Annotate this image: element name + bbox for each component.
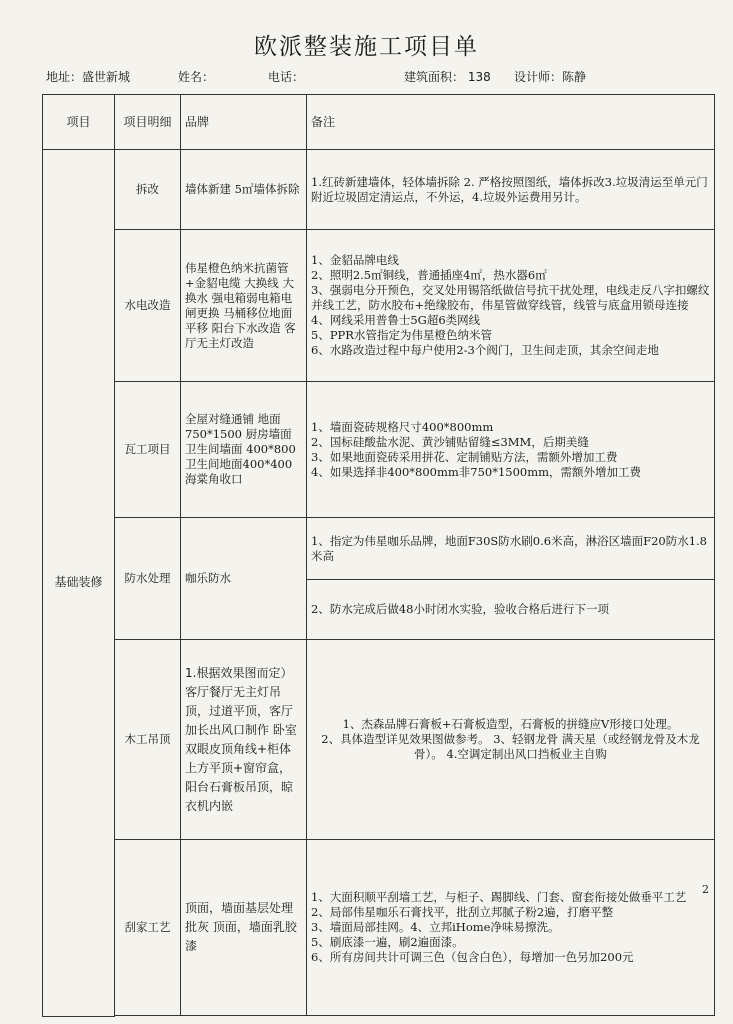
note-line: 6、所有房间共计可调三色（包含白色），每增加一色另加200元 [311,950,634,964]
brand-cell: 咖乐防水 [181,518,307,640]
note-line: 3、强弱电分开预色，交叉处用锡箔纸做信号抗干扰处理，电线走反八字扣螺纹并线工艺，防水胶布+绝缘胶布，伟星管做穿线管，线管与底盒用锁母连接 [311,283,710,312]
note-line: 5、PPR水管指定为伟星橙色纳米管 [311,328,492,342]
table-row [43,382,715,518]
detail-cell: 刮家工艺 [115,840,181,1016]
header-brand: 品牌 [181,95,307,150]
brand-cell: 全屋对缝通铺 地面750*1500 厨房墙面卫生间墙面 400*800卫生间地面400*400海棠角收口 [181,382,307,518]
detail-cell: 木工吊顶 [115,640,181,840]
table-row [43,150,715,230]
table-row [43,230,715,382]
notes-cell [307,640,715,840]
note-line: 1、指定为伟星咖乐品牌，地面F30S防水刷0.6米高，淋浴区墙面F20防水1.8米高 [311,533,707,563]
note-line: 1、大面积顺平刮墙工艺，与柜子、踢脚线、门套、窗套衔接处做垂平工艺 [311,890,687,904]
note-line: 1.红砖新建墙体，轻体墙拆除 2. 严格按照图纸，墙体拆改3.垃圾清运至单元门附近垃圾固定清运点，不外运，4.垃圾外运费用另计。 [311,174,708,204]
note-line: 5、刷底漆一遍，刷2遍面漆。 [311,935,464,949]
note-line: 4、如果选择非400*800mm非750*1500mm，需额外增加工费 [311,464,642,479]
table-header-row [43,95,715,150]
name-field: 姓名： [178,70,215,84]
brand-cell: 伟星橙色纳米抗菌管+金貂电缆 大换线 大换水 强电箱弱电箱电闸更换 马桶移位地面平移 阳台下水改造 客厅无主灯改造 [181,230,307,382]
detail-cell: 防水处理 [115,518,181,640]
phone-field: 电话： [268,70,305,84]
table-row [43,840,715,1016]
notes-cell [307,518,715,580]
table-row [43,518,715,580]
note-line: 1、金貂品牌电线 [311,253,399,267]
note-line: 2、国标硅酸盐水泥、黄沙铺贴留缝≤3MM，后期美缝 [311,434,589,449]
note-line: 2、防水完成后做48小时闭水实验，验收合格后进行下一项 [311,602,609,616]
notes-cell [307,840,715,1016]
project-table [42,94,715,1017]
header-project: 项目 [43,95,115,150]
document-title: 欧派整装施工项目单 [254,34,479,60]
detail-cell: 瓦工项目 [115,382,181,518]
note-line: 1、墙面瓷砖规格尺寸400*800mm [311,419,494,434]
brand-cell: 墙体新建 5㎡墙体拆除 [181,150,307,230]
notes-cell [307,382,715,518]
area-field: 建筑面积： 138 [404,70,491,84]
spacer-row [43,1016,715,1017]
note-line: 3、墙面局部挂网。4、立邦iHome净味易擦洗。 [311,920,560,934]
notes-cell [307,150,715,230]
note-line: 3、如果地面瓷砖采用拼花、定制铺贴方法，需额外增加工费 [311,449,618,464]
designer-field: 设计师：陈静 [514,70,587,84]
category-cell: 基础装修 [43,150,115,1017]
note-line: 2、具体造型详见效果图做参考。 3、轻钢龙骨 满天星（或经钢龙骨及木龙骨）。 4.空调定制出风口挡板业主自购 [321,732,700,761]
note-line: 2、照明2.5㎡铜线，普通插座4㎡，热水器6㎡ [311,268,547,282]
note-line: 2、局部伟星咖乐石膏找平，批刮立邦腻子粉2遍，打磨平整 [311,905,614,919]
brand-cell: 顶面，墙面基层处理批灰 顶面，墙面乳胶漆 [181,840,307,1016]
note-line: 6、水路改造过程中每户使用2-3个阀门，卫生间走顶，其余空间走地 [311,343,659,357]
note-line: 4、网线采用普鲁士5G超6类网线 [311,313,481,327]
page-mark: 2 [702,883,709,896]
notes-cell [307,230,715,382]
notes-cell [307,580,715,640]
detail-cell: 水电改造 [115,230,181,382]
detail-cell: 拆改 [115,150,181,230]
table-row [43,640,715,840]
brand-cell: 1.根据效果图而定）客厅餐厅无主灯吊顶，过道平顶，客厅加长出风口制作 卧室双眼皮顶角线+柜体上方平顶+窗帘盒，阳台石膏板吊顶，晾衣机内嵌 [181,640,307,840]
header-detail: 项目明细 [115,95,181,150]
address-field: 地址：盛世新城 [46,70,131,84]
header-notes: 备注 [307,95,715,150]
note-line: 1、杰森品牌石膏板+石膏板造型，石膏板的拼缝应V形接口处理。 [342,717,679,731]
